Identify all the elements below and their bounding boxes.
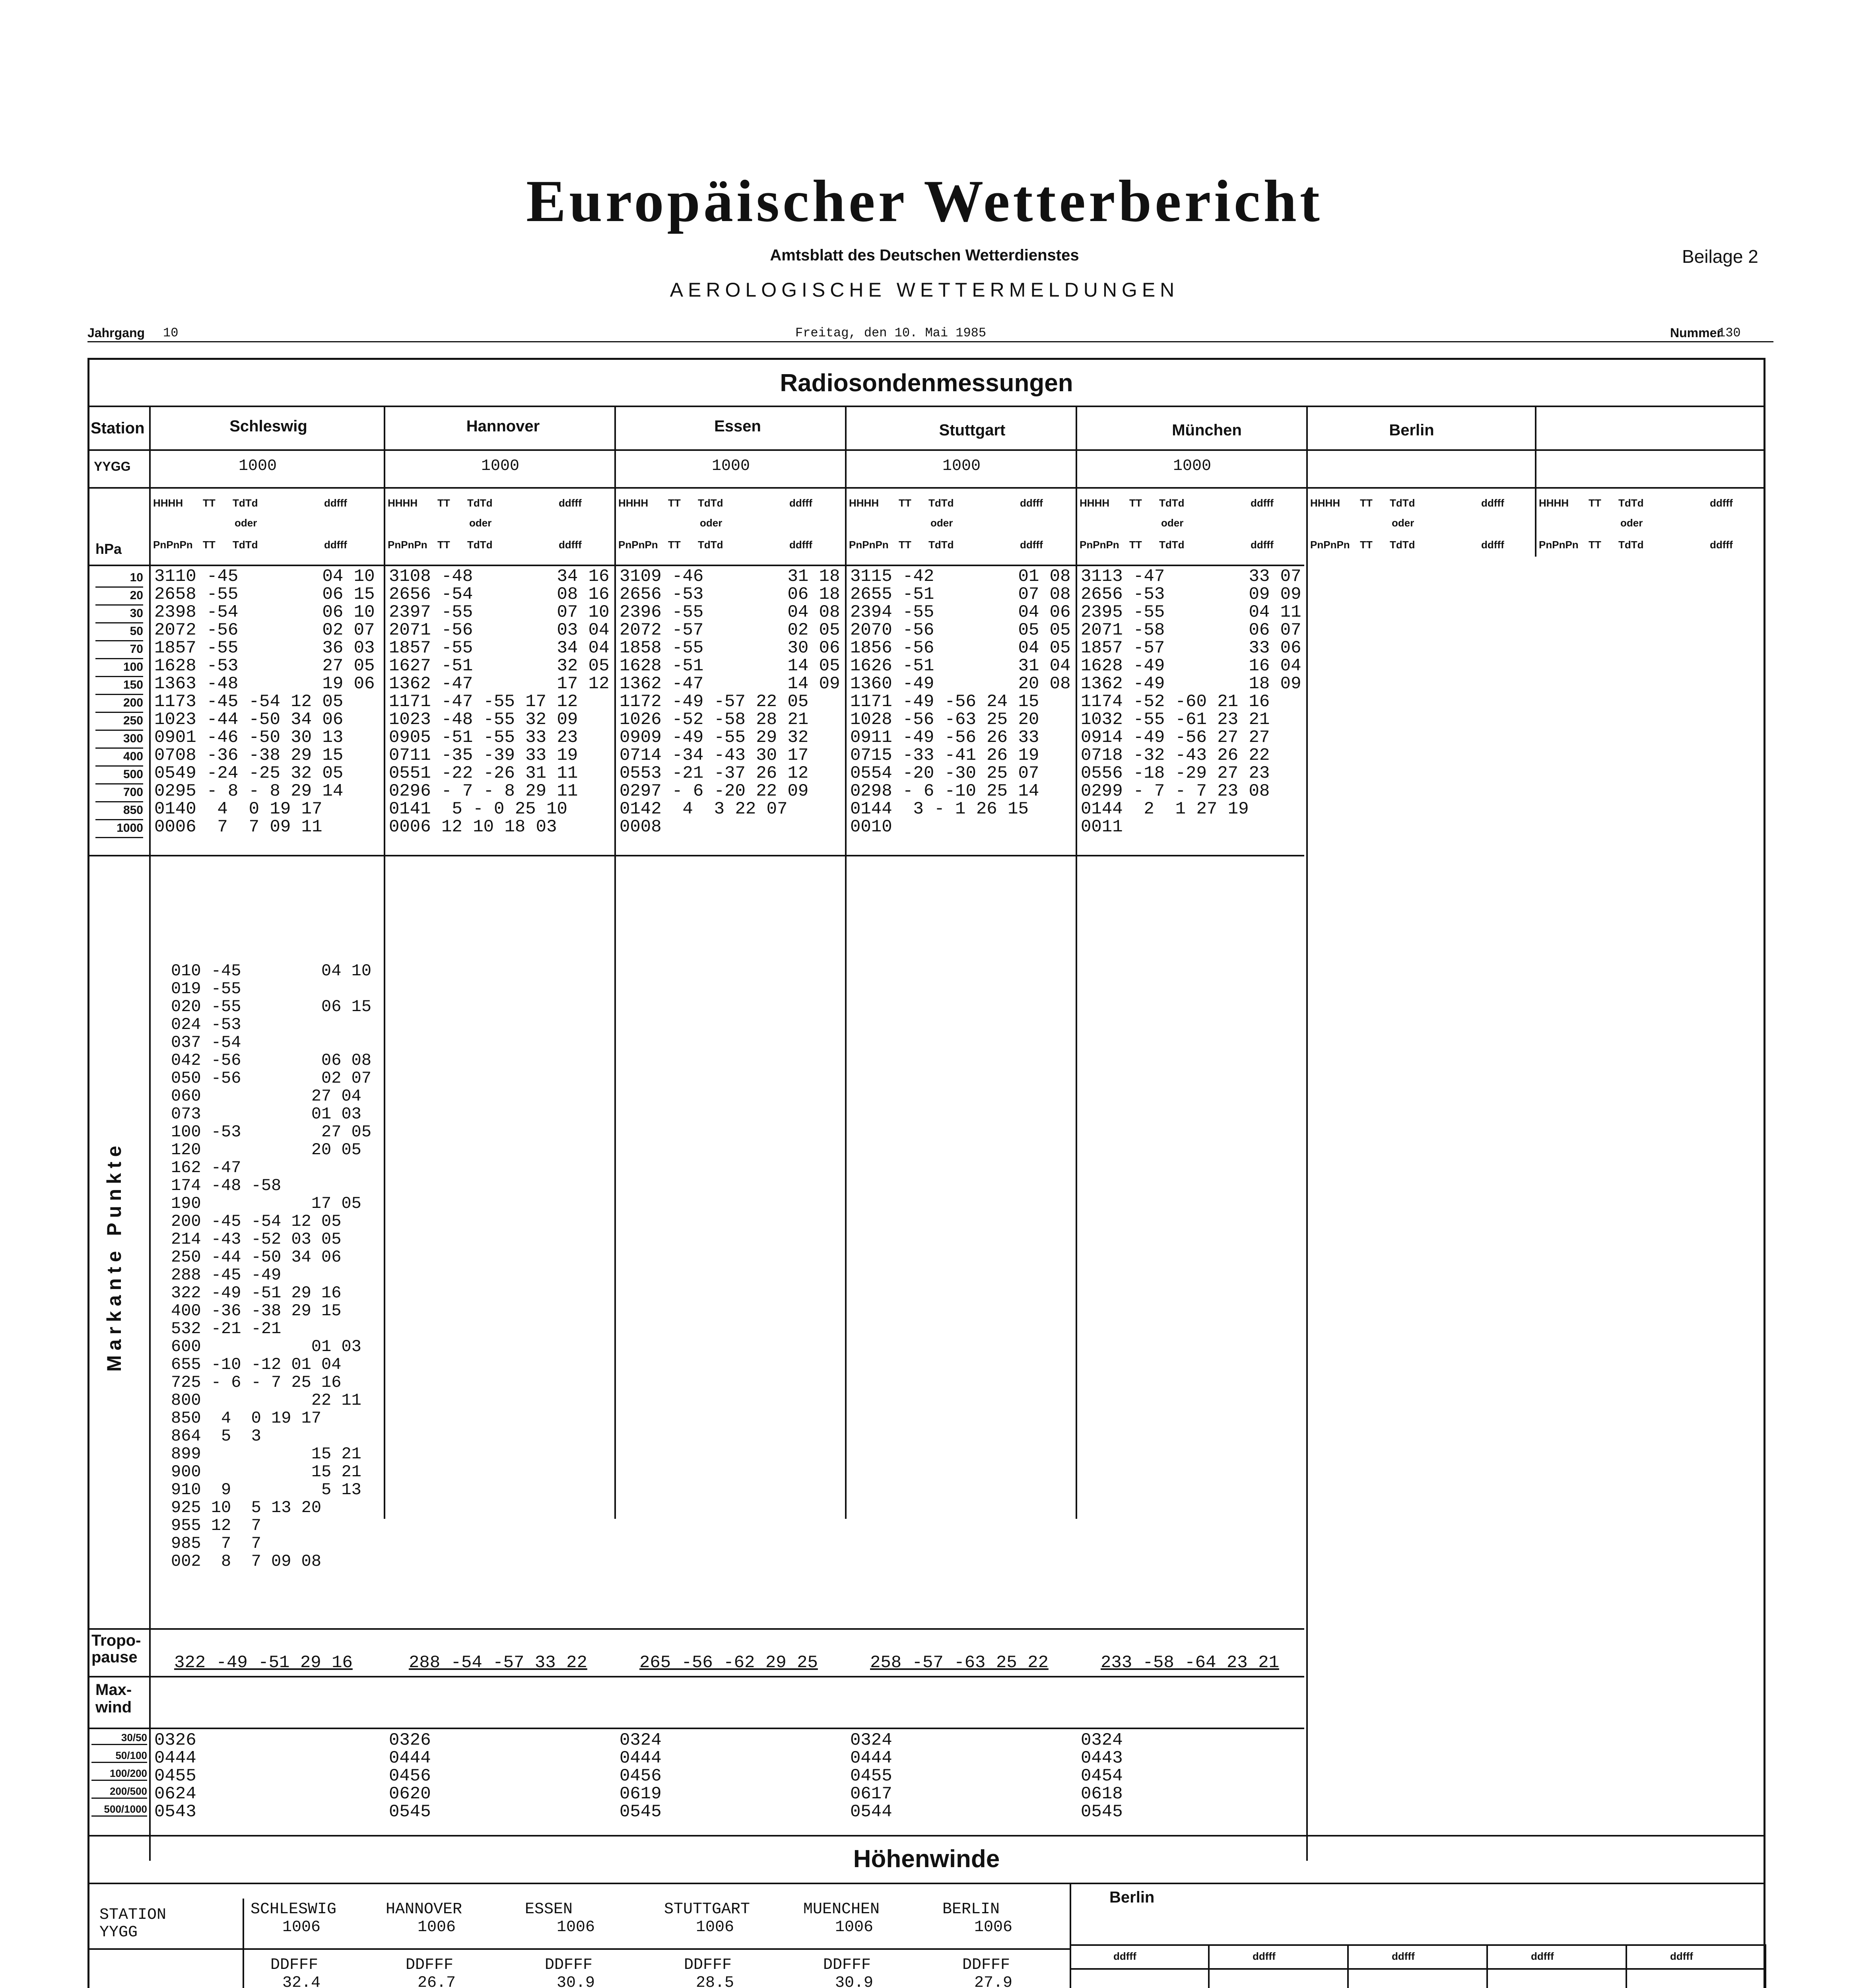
col-head-tdtd: TdTd [1618,497,1644,509]
col-head-tdtd: TdTd [928,497,954,509]
tropopause-value: 288 -54 -57 33 22 [409,1653,587,1673]
standard-row-muenchen: 2656 -53 09 09 [1081,584,1301,604]
standard-row-schleswig: 1173 -45 -54 12 05 [154,692,344,712]
standard-row-stuttgart: 0715 -33 -41 26 19 [850,746,1039,765]
col-head-pn: PnPnPn [388,539,427,551]
col-head-hhhh: HHHH [153,497,183,509]
standard-row-stuttgart: 1171 -49 -56 24 15 [850,692,1039,712]
markante-row-schleswig: 010 -45 04 10 [171,961,372,980]
station-muenchen: München [1172,421,1242,439]
col-head-tdtd: TdTd [467,497,493,509]
hw-gipfel: 30.9 [835,1974,874,1988]
standard-row-essen: 2072 -57 02 05 [620,620,840,640]
col-head-hhhh: HHHH [618,497,649,509]
standard-row-schleswig: 1023 -44 -50 34 06 [154,710,344,730]
hw-grid-vline [1486,1944,1488,1988]
yygg-label: YYGG [94,459,131,474]
standard-row-muenchen: 0144 2 1 27 19 [1081,799,1249,819]
col-head-ddfff2: ddfff [1710,539,1733,551]
standard-row-essen: 1628 -51 14 05 [620,656,840,676]
yygg-hannover: 1000 [481,457,520,475]
standard-row-muenchen: 1174 -52 -60 21 16 [1081,692,1270,712]
col-head-ddfff2: ddfff [559,539,582,551]
markante-row-schleswig: 200 -45 -54 12 05 [171,1212,342,1231]
jahrgang-value: 10 [163,326,179,340]
standard-row-essen: 1858 -55 30 06 [620,638,840,658]
standard-row-stuttgart: 1626 -51 31 04 [850,656,1071,676]
standard-row-essen: 1172 -49 -57 22 05 [620,692,809,712]
col-head-tt: TT [1360,497,1373,509]
markante-row-schleswig: 900 15 21 [171,1462,361,1481]
shear-value-muenchen: 0545 [1081,1802,1123,1822]
col-head-tt: TT [203,497,216,509]
shear-value-muenchen: 0618 [1081,1784,1123,1804]
hw-ddfff-head: ddfff [1113,1950,1136,1962]
standard-row-muenchen: 1362 -49 18 09 [1081,674,1301,694]
markante-row-schleswig: 725 - 6 - 7 25 16 [171,1373,342,1392]
standard-row-schleswig: 3110 -45 04 10 [154,567,375,586]
hw-station-name: BERLIN [942,1901,1000,1918]
markante-row-schleswig: 985 7 7 [171,1534,261,1553]
markante-row-schleswig: 100 -53 27 05 [171,1122,372,1142]
shear-value-schleswig: 0624 [154,1784,196,1804]
standard-row-essen: 0553 -21 -37 26 12 [620,763,809,783]
hw-ddfff: DDFFF [684,1956,732,1974]
maxwind-label: Max-wind [95,1681,132,1716]
nummer-value: 130 [1718,326,1741,340]
standard-row-essen: 1362 -47 14 09 [620,674,840,694]
hw-station-name: HANNOVER [386,1901,462,1918]
hw-station-yygg: 1006 [557,1918,595,1936]
hpa-level: 300 [95,730,143,749]
col-head-ddfff2: ddfff [324,539,347,551]
standard-row-muenchen: 0556 -18 -29 27 23 [1081,763,1270,783]
hpa-level: 700 [95,783,143,802]
shear-value-hannover: 0545 [389,1802,431,1822]
col-head-oder: oder [700,517,723,529]
col-head-ddfff: ddfff [1481,497,1504,509]
col-head-tdtd2: TdTd [233,539,258,551]
markante-row-schleswig: 019 -55 [171,979,241,998]
hw-grid-hline [1070,1968,1765,1970]
col-head-pn: PnPnPn [1080,539,1119,551]
hw-station-name: ESSEN [525,1901,573,1918]
shear-value-essen: 0324 [620,1730,662,1750]
hw-gipfel: 27.9 [974,1974,1013,1988]
col-head-tt: TT [1589,497,1601,509]
hw-grid-hline [1070,1944,1765,1946]
hpa-level: 850 [95,801,143,820]
shear-value-muenchen: 0443 [1081,1748,1123,1768]
hw-gipfel: 28.5 [696,1974,734,1988]
col-head-tt2: TT [1360,539,1373,551]
markante-row-schleswig: 020 -55 06 15 [171,997,372,1016]
shear-value-schleswig: 0455 [154,1766,196,1786]
publication-subtitle: Amtsblatt des Deutschen Wetterdienstes [770,247,1079,264]
hw-piloten-label [99,1962,223,1988]
col-head-tdtd2: TdTd [467,539,493,551]
standard-row-schleswig: 2658 -55 06 15 [154,584,375,604]
hpa-level: 400 [95,747,143,767]
standard-row-hannover: 1857 -55 34 04 [389,638,610,658]
nummer-label: Nummer [1670,326,1722,340]
markante-row-schleswig: 042 -56 06 08 [171,1051,372,1070]
standard-row-hannover: 2071 -56 03 04 [389,620,610,640]
markante-row-schleswig: 322 -49 -51 29 16 [171,1283,342,1303]
shear-value-essen: 0456 [620,1766,662,1786]
standard-row-muenchen: 0718 -32 -43 26 22 [1081,746,1270,765]
shear-value-stuttgart: 0455 [850,1766,892,1786]
standard-row-essen: 2656 -53 06 18 [620,584,840,604]
standard-row-schleswig: 0708 -36 -38 29 15 [154,746,344,765]
standard-row-hannover: 0296 - 7 - 8 29 11 [389,781,578,801]
col-head-pn: PnPnPn [153,539,193,551]
standard-row-essen: 0714 -34 -43 30 17 [620,746,809,765]
col-head-ddfff: ddfff [789,497,812,509]
station-berlin: Berlin [1389,421,1434,439]
standard-row-muenchen: 2395 -55 04 11 [1081,602,1301,622]
col-head-tt2: TT [1589,539,1601,551]
standard-row-essen: 0142 4 3 22 07 [620,799,788,819]
shear-value-muenchen: 0324 [1081,1730,1123,1750]
hpa-level: 200 [95,694,143,713]
markante-row-schleswig: 600 01 03 [171,1337,361,1356]
yygg-muenchen: 1000 [1173,457,1212,475]
standard-row-hannover: 0711 -35 -39 33 19 [389,746,578,765]
hw-grid-vline [1347,1944,1349,1988]
hpa-level: 500 [95,765,143,784]
hw-station-yygg: 1006 [418,1918,456,1936]
hw-ddfff-head: ddfff [1392,1950,1415,1962]
supplement-label: Beilage 2 [1682,246,1758,267]
publication-title: Europäischer Wetterbericht [526,168,1323,234]
standard-row-schleswig: 1628 -53 27 05 [154,656,375,676]
shear-value-schleswig: 0444 [154,1748,196,1768]
hw-station-label: STATION YYGG [99,1906,167,1941]
hw-station-name: MUENCHEN [803,1901,880,1918]
standard-row-essen: 0909 -49 -55 29 32 [620,728,809,747]
col-head-tt: TT [1129,497,1142,509]
markante-row-schleswig: 037 -54 [171,1033,241,1052]
jahrgang-label: Jahrgang [87,326,145,340]
hw-ddfff-head: ddfff [1531,1950,1554,1962]
markante-row-schleswig: 955 12 7 [171,1516,261,1535]
col-head-oder: oder [930,517,953,529]
col-head-tt2: TT [668,539,681,551]
standard-row-muenchen: 1032 -55 -61 23 21 [1081,710,1270,730]
col-head-tdtd2: TdTd [1159,539,1185,551]
standard-row-stuttgart: 0010 [850,817,892,837]
standard-row-stuttgart: 0554 -20 -30 25 07 [850,763,1039,783]
col-head-tdtd2: TdTd [1618,539,1644,551]
shear-value-essen: 0619 [620,1784,662,1804]
col-head-pn: PnPnPn [1310,539,1350,551]
col-head-tdtd2: TdTd [928,539,954,551]
issue-date: Freitag, den 10. Mai 1985 [795,326,987,340]
standard-row-stuttgart: 0144 3 - 1 26 15 [850,799,1029,819]
station-label: Station [91,419,145,437]
markante-row-schleswig: 002 8 7 09 08 [171,1552,322,1571]
hw-ddfff-head: ddfff [1253,1950,1276,1962]
markante-row-schleswig: 910 9 5 13 [171,1480,361,1499]
standard-row-muenchen: 2071 -58 06 07 [1081,620,1301,640]
col-head-hhhh: HHHH [388,497,418,509]
standard-row-hannover: 0905 -51 -55 33 23 [389,728,578,747]
col-head-ddfff2: ddfff [1020,539,1043,551]
standard-row-stuttgart: 2394 -55 04 06 [850,602,1071,622]
col-head-pn: PnPnPn [1539,539,1579,551]
station-hannover: Hannover [466,417,540,435]
col-head-tdtd: TdTd [1159,497,1185,509]
col-head-oder: oder [1620,517,1643,529]
standard-row-hannover: 0006 12 10 18 03 [389,817,557,837]
hpa-level: 1000 [95,819,143,838]
markante-row-schleswig: 864 5 3 [171,1427,261,1446]
col-head-oder: oder [1161,517,1184,529]
col-head-ddfff: ddfff [1710,497,1733,509]
standard-row-schleswig: 0549 -24 -25 32 05 [154,763,344,783]
col-head-tdtd2: TdTd [698,539,723,551]
col-head-pn: PnPnPn [849,539,889,551]
standard-row-stuttgart: 1028 -56 -63 25 20 [850,710,1039,730]
yygg-schleswig: 1000 [239,457,277,475]
hw-ddfff: DDFFF [545,1956,593,1974]
hw-station-yygg: 1006 [974,1918,1013,1936]
standard-row-hannover: 0551 -22 -26 31 11 [389,763,578,783]
col-head-hhhh: HHHH [1310,497,1340,509]
shear-value-hannover: 0456 [389,1766,431,1786]
col-head-ddfff: ddfff [559,497,582,509]
shear-value-essen: 0545 [620,1802,662,1822]
col-head-tt: TT [437,497,450,509]
standard-row-hannover: 1362 -47 17 12 [389,674,610,694]
markante-row-schleswig: 024 -53 [171,1015,241,1034]
markante-row-schleswig: 050 -56 02 07 [171,1069,372,1088]
standard-row-schleswig: 0295 - 8 - 8 29 14 [154,781,344,801]
col-head-ddfff: ddfff [324,497,347,509]
radiosonde-title: Radiosondenmessungen [780,369,1073,397]
standard-row-essen: 0008 [620,817,662,837]
markante-row-schleswig: 925 10 5 13 20 [171,1498,322,1517]
hpa-level: 150 [95,676,143,695]
standard-row-hannover: 1023 -48 -55 32 09 [389,710,578,730]
standard-row-hannover: 0141 5 - 0 25 10 [389,799,567,819]
standard-row-muenchen: 0914 -49 -56 27 27 [1081,728,1270,747]
hw-ddfff: DDFFF [962,1956,1010,1974]
hw-station-yygg: 1006 [282,1918,321,1936]
standard-row-muenchen: 3113 -47 33 07 [1081,567,1301,586]
hw-grid-vline [1765,1944,1766,1988]
standard-row-muenchen: 0299 - 7 - 7 23 08 [1081,781,1270,801]
markante-row-schleswig: 850 4 0 19 17 [171,1409,322,1428]
shear-value-hannover: 0444 [389,1748,431,1768]
standard-row-stuttgart: 0911 -49 -56 26 33 [850,728,1039,747]
col-head-ddfff2: ddfff [789,539,812,551]
col-head-hhhh: HHHH [849,497,879,509]
hw-ddfff: DDFFF [823,1956,871,1974]
shear-value-stuttgart: 0444 [850,1748,892,1768]
col-head-tt2: TT [899,539,911,551]
hw-station-yygg: 1006 [696,1918,734,1936]
hw-berlin-label: Berlin [1109,1889,1155,1906]
markante-row-schleswig: 800 22 11 [171,1391,361,1410]
markante-row-schleswig: 190 17 05 [171,1194,361,1213]
hw-ddfff-head: ddfff [1670,1950,1693,1962]
issue-line [87,325,1773,342]
standard-row-hannover: 2656 -54 08 16 [389,584,610,604]
col-head-tt2: TT [203,539,216,551]
station-stuttgart: Stuttgart [939,421,1006,439]
shear-value-stuttgart: 0324 [850,1730,892,1750]
col-head-hhhh: HHHH [1080,497,1110,509]
standard-row-stuttgart: 2070 -56 05 05 [850,620,1071,640]
tropopause-value: 265 -56 -62 29 25 [639,1653,818,1673]
station-essen: Essen [714,417,761,435]
col-head-tdtd: TdTd [1390,497,1415,509]
standard-row-schleswig: 2072 -56 02 07 [154,620,375,640]
yygg-stuttgart: 1000 [942,457,981,475]
hpa-level: 10 [95,569,143,588]
standard-row-schleswig: 0006 7 7 09 11 [154,817,322,837]
shear-value-schleswig: 0326 [154,1730,196,1750]
markante-row-schleswig: 532 -21 -21 [171,1319,282,1338]
col-head-tt: TT [899,497,911,509]
tropopause-label: Tropo-pause [91,1632,141,1666]
standard-row-hannover: 2397 -55 07 10 [389,602,610,622]
hw-gipfel: 30.9 [557,1974,595,1988]
shear-level: 100/200 [91,1767,147,1781]
standard-row-hannover: 3108 -48 34 16 [389,567,610,586]
hpa-level: 20 [95,586,143,606]
col-head-ddfff: ddfff [1251,497,1274,509]
col-head-ddfff2: ddfff [1481,539,1504,551]
standard-row-stuttgart: 1856 -56 04 05 [850,638,1071,658]
tropopause-value: 233 -58 -64 23 21 [1101,1653,1279,1673]
standard-row-stuttgart: 0298 - 6 -10 25 14 [850,781,1039,801]
hw-gipfel: 32.4 [282,1974,321,1988]
standard-row-muenchen: 1628 -49 16 04 [1081,656,1301,676]
col-head-hhhh: HHHH [1539,497,1569,509]
hw-ddfff: DDFFF [270,1956,319,1974]
hpa-label: hPa [95,541,122,557]
markante-row-schleswig: 073 01 03 [171,1105,361,1124]
section-heading: AEROLOGISCHE WETTERMELDUNGEN [670,279,1179,301]
shear-value-muenchen: 0454 [1081,1766,1123,1786]
markante-punkte-label: Markante Punkte [103,1141,125,1372]
yygg-essen: 1000 [712,457,750,475]
col-head-tdtd2: TdTd [1390,539,1415,551]
shear-value-hannover: 0326 [389,1730,431,1750]
col-head-oder: oder [235,517,257,529]
hpa-level: 100 [95,658,143,677]
hw-grid-vline [1626,1944,1627,1988]
markante-row-schleswig: 120 20 05 [171,1140,361,1159]
shear-value-stuttgart: 0617 [850,1784,892,1804]
col-head-tt2: TT [1129,539,1142,551]
shear-level: 30/50 [91,1732,147,1745]
markante-row-schleswig: 655 -10 -12 01 04 [171,1355,342,1374]
standard-row-stuttgart: 3115 -42 01 08 [850,567,1071,586]
standard-row-stuttgart: 2655 -51 07 08 [850,584,1071,604]
standard-row-essen: 1026 -52 -58 28 21 [620,710,809,730]
standard-row-stuttgart: 1360 -49 20 08 [850,674,1071,694]
col-head-tdtd: TdTd [233,497,258,509]
hpa-level: 50 [95,622,143,641]
markante-row-schleswig: 899 15 21 [171,1444,361,1464]
hw-station-name: STUTTGART [664,1901,750,1918]
standard-row-schleswig: 1363 -48 19 06 [154,674,375,694]
standard-row-schleswig: 0901 -46 -50 30 13 [154,728,344,747]
tropopause-value: 258 -57 -63 25 22 [870,1653,1049,1673]
hw-station-name: SCHLESWIG [251,1901,337,1918]
col-head-tt2: TT [437,539,450,551]
shear-level: 200/500 [91,1785,147,1799]
standard-row-hannover: 1171 -47 -55 17 12 [389,692,578,712]
standard-row-essen: 2396 -55 04 08 [620,602,840,622]
hw-grid-vline [1208,1944,1210,1988]
shear-value-hannover: 0620 [389,1784,431,1804]
shear-value-schleswig: 0543 [154,1802,196,1822]
station-schleswig: Schleswig [229,417,307,435]
markante-row-schleswig: 174 -48 -58 [171,1176,282,1195]
markante-row-schleswig: 214 -43 -52 03 05 [171,1230,342,1249]
shear-value-essen: 0444 [620,1748,662,1768]
hw-ddfff: DDFFF [406,1956,454,1974]
markante-row-schleswig: 162 -47 [171,1158,241,1177]
col-head-tt: TT [668,497,681,509]
standard-row-schleswig: 2398 -54 06 10 [154,602,375,622]
markante-row-schleswig: 288 -45 -49 [171,1266,282,1285]
standard-row-muenchen: 1857 -57 33 06 [1081,638,1301,658]
hw-gipfel: 26.7 [418,1974,456,1988]
col-head-ddfff: ddfff [1020,497,1043,509]
col-head-ddfff2: ddfff [1251,539,1274,551]
col-head-tdtd: TdTd [698,497,723,509]
markante-row-schleswig: 250 -44 -50 34 06 [171,1248,342,1267]
standard-row-hannover: 1627 -51 32 05 [389,656,610,676]
tropopause-value: 322 -49 -51 29 16 [174,1653,353,1673]
standard-row-schleswig: 1857 -55 36 03 [154,638,375,658]
col-head-pn: PnPnPn [618,539,658,551]
shear-level: 500/1000 [91,1803,147,1817]
standard-row-essen: 3109 -46 31 18 [620,567,840,586]
standard-row-muenchen: 0011 [1081,817,1123,837]
col-head-oder: oder [1392,517,1414,529]
hw-station-yygg: 1006 [835,1918,874,1936]
col-head-oder: oder [469,517,492,529]
markante-row-schleswig: 400 -36 -38 29 15 [171,1301,342,1320]
hpa-level: 70 [95,640,143,659]
standard-row-schleswig: 0140 4 0 19 17 [154,799,322,819]
markante-row-schleswig: 060 27 04 [171,1087,361,1106]
shear-level: 50/100 [91,1749,147,1763]
hpa-level: 250 [95,712,143,731]
hoehenwinde-title: Höhenwinde [853,1845,1000,1873]
shear-value-stuttgart: 0544 [850,1802,892,1822]
hpa-level: 30 [95,604,143,623]
standard-row-essen: 0297 - 6 -20 22 09 [620,781,809,801]
